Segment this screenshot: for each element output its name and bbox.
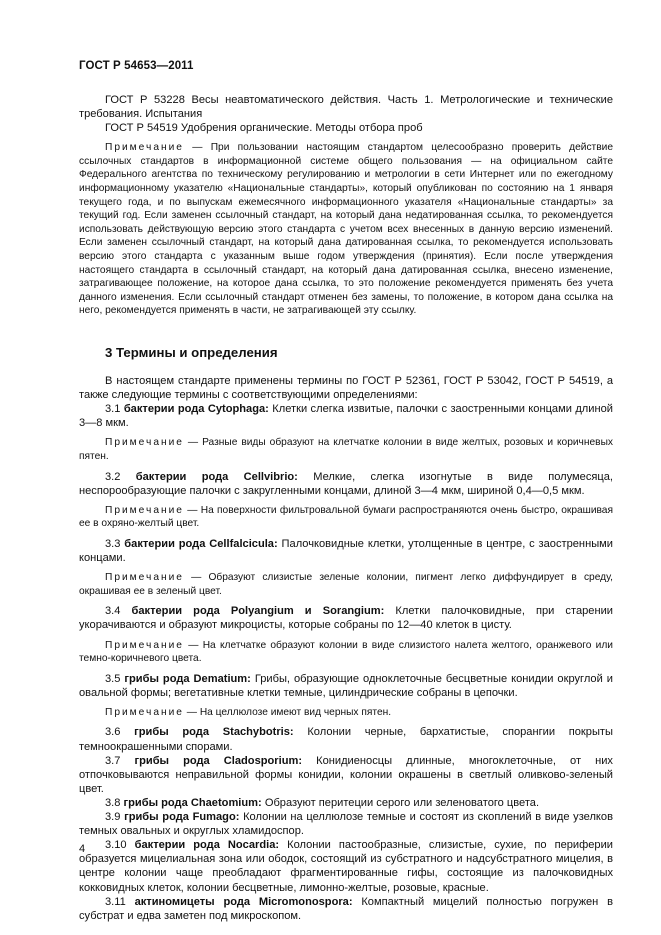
section-intro: В настоящем стандарте применены термины по ГОСТ Р 52361, ГОСТ Р 53042, ГОСТ Р 54519, а также следующие термины с соответствующими определениями:: [79, 375, 613, 402]
term-definition: Клетки слегка извитые, палочки с заостренными концами длиной 3—8 мкм.: [79, 403, 613, 430]
term-3-4: 3.4 бактерии рода Polyangium и Sorangium: Клетки палочковидные, при старении укорачиваются и образуют микроцисты, которые собраны по 12—40 клеток в цисту.: [79, 605, 613, 632]
term-name: грибы рода Dematium:: [124, 672, 251, 685]
term-note: Примечание — На клетчатке образуют колонии в виде слизистого налета желтого, оранжевого или темно-коричневого цвета.: [79, 639, 613, 665]
term-note: Примечание — На поверхности фильтровальной бумаги распространяются очень быстро, окрашивая ее в охряно-желтый цвет.: [79, 504, 613, 530]
term-name: грибы рода Fumago:: [124, 811, 240, 824]
term-note: Примечание — На целлюлозе имеют вид черных пятен.: [105, 706, 392, 718]
term-name: грибы рода Chaetomium:: [123, 796, 262, 809]
term-3-7: 3.7 грибы рода Cladosporium: Конидиеносцы длинные, многоклеточные, от них отпочковываются неправильной формы конидии, колонии окрашены в светлый оливково-зеленый цвет.: [79, 754, 613, 795]
term-name: грибы рода Cladosporium:: [134, 754, 303, 767]
reference-gost-54519: ГОСТ Р 54519 Удобрения органические. Методы отбора проб: [105, 122, 423, 135]
term-name: бактерии рода Polyangium и Sorangium:: [131, 605, 385, 618]
term-3-2: 3.2 бактерии рода Cellvibrio: Мелкие, слегка изогнутые в виде полумесяца, неспорообразующие палочки с закругленными концами, длиной 3—4 мкм, шириной 0,4—0,5 мкм.: [79, 470, 614, 497]
term-3-10: 3.10 бактерии рода Nocardia: Колонии пастообразные, слизистые, сухие, по периферии образуется мицелиальная зона или ободок, состоящий из субстратного и надсубстратного мицелия, в центре колонии чаще преобладают фрагментированные гифы, состоящие из палочковидных кокковидных клеток, колонии бесцветные, лимонно-желтые, розовые, красные.: [79, 839, 613, 894]
term-definition: Грибы, образующие одноклеточные бесцветные конидии округлой и овальной формы; вегетативные клетки темные, цилиндрические собраны в цепочки.: [79, 672, 613, 699]
term-3-3: 3.3 бактерии рода Cellfalcicula: Палочковидные клетки, утолщенные в центре, с заостренными концами.: [79, 537, 613, 565]
term-definition: Конидиеносцы длинные, многоклеточные, от них отпочковываются неправильной формы конидии, колонии окрашены в светлый оливково-зеленый цвет.: [79, 754, 613, 795]
reference-gost-53228: ГОСТ Р 53228 Весы неавтоматического действия. Часть 1. Метрологические и технические требования. Испытания: [79, 94, 613, 121]
term-definition: Палочковидные клетки, утолщенные в центре, с заостренными концами.: [79, 537, 613, 565]
page-number: 4: [79, 843, 86, 855]
term-name: бактерии рода Cellvibrio:: [135, 470, 298, 483]
term-definition: Колонии пастообразные, слизистые, сухие, по периферии образуется мицелиальная зона или ободок, состоящий из субстратного и надсубстратного мицелия, в центре колонии чаще преобладают фрагментированные гифы, состоящие из палочковидных кокковидных клеток, колонии бесцветные, лимонно-желтые, розовые, красные.: [79, 839, 613, 894]
term-name: бактерии рода Nocardia:: [134, 839, 280, 852]
term-name: актиномицеты рода Micromonospora:: [134, 895, 353, 908]
note-text: При пользовании настоящим стандартом целесообразно проверить действие ссылочных стандартов в информационной системе общего пользования — на официальном сайте Федерального агентства по техническому регулированию и метрологии в сети Интернет или по ежегодному информационному указателю «Национальные стандарты», который опубликован по состоянию на 1 января текущего года, и по выпускам ежемесячного информационного указателя «Национальные стандарты» за текущий год. Если заменен ссылочный стандарт, на который дана недатированная ссылка, то рекомендуется использовать действующую версию этого стандарта с учетом всех внесенных в данную версию изменений. Если заменен ссылочный стандарт, на который дана датированная ссылка, то рекомендуется использовать версию этого стандарта с указанным выше годом утверждения (принятия). Если после утверждения настоящего стандарта в ссылочный стандарт, на который дана датированная ссылка, внесено изменение, затрагивающее положение, на которое дана ссылка, то это положение рекомендуется применять без учета данного изменения. Если ссылочный стандарт отменен без замены, то положение, в котором дана ссылка на него, рекомендуется применять в части, не затрагивающей эту ссылку.: [79, 142, 613, 317]
document-header: ГОСТ Р 54653—2011: [79, 60, 194, 72]
term-definition: Колонии на целлюлозе темные и состоят из скоплений в виде узелков темных овальных и округлых хламидоспор.: [79, 811, 613, 838]
section-title: 3 Термины и определения: [105, 345, 278, 360]
term-definition: Компактный мицелий полностью погружен в субстрат и едва заметен под микроскопом.: [79, 895, 613, 922]
main-note: Примечание — При пользовании настоящим стандартом целесообразно проверить действие ссылочных стандартов в информационной системе общего пользования — на официальном сайте Федерального агентства по техническому регулированию и метрологии в сети Интернет или по ежегодному информационному указателю «Национальные стандарты», который опубликован по состоянию на 1 января текущего года, и по выпускам ежемесячного информационного указателя «Национальные стандарты» за текущий год. Если заменен ссылочный стандарт, на который дана недатированная ссылка, то рекомендуется использовать действующую версию этого стандарта с учетом всех внесенных в данную версию изменений. Если заменен ссылочный стандарт, на который дана датированная ссылка, то рекомендуется использовать версию этого стандарта с указанным выше годом утверждения (принятия). Если после утверждения настоящего стандарта в ссылочный стандарт, на который дана датированная ссылка, внесено изменение, затрагивающее положение, на которое дана ссылка, то это положение рекомендуется применять без учета данного изменения. Если ссылочный стандарт отменен без замены, то положение, в котором дана ссылка на него, рекомендуется применять в части, не затрагивающей эту ссылку.: [79, 142, 613, 317]
term-definition: Образуют перитеции серого или зеленоватого цвета.: [264, 796, 540, 809]
term-3-8: 3.8 грибы рода Chaetomium: Образуют перитеции серого или зеленоватого цвета.: [105, 796, 540, 809]
term-3-9: 3.9 грибы рода Fumago: Колонии на целлюлозе темные и состоят из скоплений в виде узелков темных овальных и округлых хламидоспор.: [79, 811, 613, 838]
term-note: Примечание — Образуют слизистые зеленые колонии, пигмент легко диффундирует в среду, окрашивая ее в зеленый цвет.: [79, 572, 613, 597]
term-3-5: 3.5 грибы рода Dematium: Грибы, образующие одноклеточные бесцветные конидии округлой и овальной формы; вегетативные клетки темные, цилиндрические собраны в цепочки.: [79, 672, 613, 699]
term-note: Примечание — Разные виды образуют на клетчатке колонии в виде желтых, розовых и коричневых пятен.: [79, 437, 613, 462]
term-3-1: 3.1 бактерии рода Cytophaga: Клетки слегка извитые, палочки с заостренными концами длиной 3—8 мкм.: [79, 403, 613, 430]
term-3-6: 3.6 грибы рода Stachybotris: Колонии черные, бархатистые, спорангии покрыты темноокрашенными спорами.: [79, 726, 613, 753]
term-definition: Клетки палочковидные, при старении укорачиваются и образуют микроцисты, которые собраны по 12—40 клеток в цисту.: [79, 605, 613, 632]
term-definition: Мелкие, слегка изогнутые в виде полумесяца, неспорообразующие палочки с закругленными концами, длиной 3—4 мкм, шириной 0,4—0,5 мкм.: [79, 470, 614, 497]
term-name: бактерии рода Cellfalcicula:: [124, 537, 278, 550]
note-label: Примечание: [105, 142, 184, 154]
term-definition: Колонии черные, бархатистые, спорангии покрыты темноокрашенными спорами.: [79, 726, 613, 753]
term-name: бактерии рода Cytophaga:: [123, 403, 269, 416]
term-3-11: 3.11 актиномицеты рода Micromonospora: Компактный мицелий полностью погружен в субстрат и едва заметен под микроскопом.: [79, 895, 613, 922]
term-name: грибы рода Stachybotris:: [134, 726, 294, 739]
